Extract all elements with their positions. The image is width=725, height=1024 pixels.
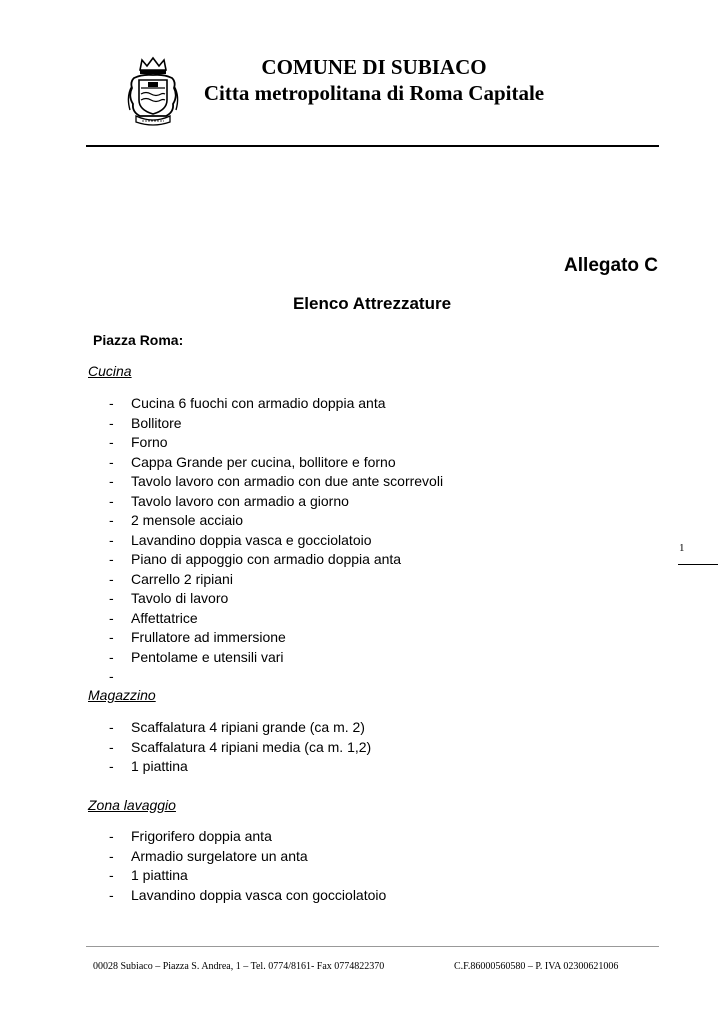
list-bullet: -	[109, 453, 114, 470]
municipal-crest-icon	[124, 56, 182, 126]
list-item-text: Frigorifero doppia anta	[131, 828, 272, 844]
list-item-text: 2 mensole acciaio	[131, 512, 244, 528]
list-item-text: Affettatrice	[131, 609, 198, 626]
list-bullet: -	[109, 629, 114, 645]
list-bullet: -	[109, 414, 114, 431]
footer-tax-ids: C.F.86000560580 – P. IVA 02300621006	[454, 961, 619, 972]
section-heading-cucina: Cucina	[88, 363, 132, 379]
list-bullet: -	[109, 590, 114, 606]
list-bullet: -	[109, 434, 114, 450]
list-item-text: Bollitore	[131, 414, 182, 431]
list-item-text: Frullatore ad immersione	[131, 629, 286, 645]
list-bullet: -	[109, 758, 114, 774]
municipality-subtitle: Citta metropolitana di Roma Capitale	[203, 81, 545, 105]
list-bullet: -	[109, 847, 114, 864]
list-bullet: -	[109, 886, 114, 903]
list-bullet: -	[109, 492, 114, 509]
list-item-text: Lavandino doppia vasca con gocciolatoio	[131, 886, 387, 903]
header-divider	[86, 145, 659, 147]
footer-divider	[86, 946, 659, 947]
list-item-text: Forno	[131, 434, 168, 450]
footer-address: 00028 Subiaco – Piazza S. Andrea, 1 – Tel. 0774/8161- Fax 0774822370	[93, 961, 385, 972]
list-item-text: Armadio surgelatore un anta	[131, 847, 308, 864]
list-bullet: -	[109, 473, 114, 489]
list-item-text: Carrello 2 ripiani	[131, 570, 233, 587]
list-bullet: -	[109, 512, 114, 528]
list-item-text: 1 piattina	[131, 758, 188, 774]
list-item-text: Cappa Grande per cucina, bollitore e forno	[131, 453, 396, 470]
list-item-text: Scaffalatura 4 ripiani media (ca m. 1,2)	[131, 738, 372, 755]
location-heading: Piazza Roma:	[93, 332, 184, 348]
list-bullet: -	[109, 570, 114, 587]
list-bullet: -	[109, 668, 114, 684]
list-item-text: Lavandino doppia vasca e gocciolatoio	[131, 531, 372, 548]
section-heading-zona-lavaggio: Zona lavaggio	[88, 797, 176, 813]
list-bullet: -	[109, 828, 114, 844]
list-bullet: -	[109, 609, 114, 626]
list-item-text: Scaffalatura 4 ripiani grande (ca m. 2)	[131, 719, 365, 735]
list-bullet: -	[109, 867, 114, 883]
list-item-text: 1 piattina	[131, 867, 188, 883]
margin-rule	[678, 564, 718, 565]
section-heading-magazzino: Magazzino	[88, 687, 156, 703]
document-title: Elenco Attrezzature	[292, 294, 452, 313]
list-item-text: Pentolame e utensili vari	[131, 648, 284, 665]
list-bullet: -	[109, 395, 114, 411]
list-item-text: Tavolo di lavoro	[131, 590, 229, 606]
list-item-text: Tavolo lavoro con armadio a giorno	[131, 492, 349, 509]
annex-label: Allegato C	[564, 255, 658, 276]
list-bullet: -	[109, 738, 114, 755]
list-item-text: Tavolo lavoro con armadio con due ante scorrevoli	[131, 473, 444, 489]
list-item-text: Cucina 6 fuochi con armadio doppia anta	[131, 395, 386, 411]
margin-page-number: 1	[679, 542, 685, 554]
list-item-text: Piano di appoggio con armadio doppia anta	[131, 551, 402, 567]
list-bullet: -	[109, 551, 114, 567]
list-bullet: -	[109, 648, 114, 665]
municipality-title: COMUNE DI SUBIACO	[261, 55, 487, 79]
list-bullet: -	[109, 531, 114, 548]
list-bullet: -	[109, 719, 114, 735]
